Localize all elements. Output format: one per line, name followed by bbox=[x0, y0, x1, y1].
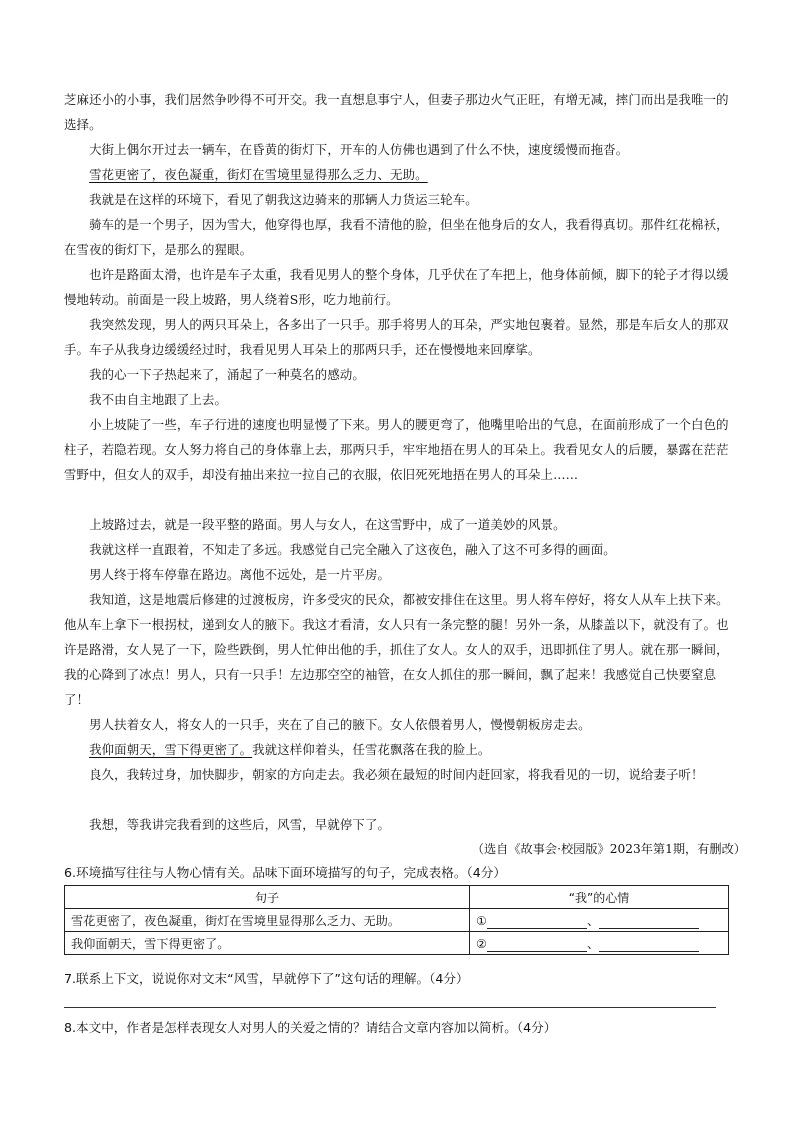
answer-separator: 、 bbox=[586, 913, 600, 928]
answer-blank[interactable] bbox=[487, 916, 587, 929]
question-7: 7.联系上下文，说说你对文末“风雪，早就停下了”这句话的理解。（4分） bbox=[64, 971, 469, 986]
sentence-after-underline: 我就这样仰着头，任雪花飘落在我的脸上。 bbox=[252, 742, 491, 757]
paragraph-2: 大街上偶尔开过去一辆车，在昏黄的街灯下，开车的人仿佛也遇到了什么不快，速度缓慢而拖沓。 bbox=[64, 142, 629, 157]
paragraph-8: 我的心一下子热起来了，涌起了一种莫名的感动。 bbox=[64, 367, 365, 382]
paragraph-15: 男人扶着女人，将女人的一只手，夹在了自己的腋下。女人依偎着男人，慢慢朝板房走去。 bbox=[64, 717, 591, 732]
paragraph-1: 芝麻还小的小事，我们居然争吵得不可开交。我一直想息事宁人，但妻子那边火气正旺，有增无减，摔门而出是我唯一的选择。 bbox=[64, 92, 729, 132]
table-row bbox=[65, 932, 729, 955]
paragraph-14: 我知道，这是地震后修建的过渡板房，许多受灾的民众，都被安排住在这里。男人将车停好，将女人从车上扶下来。他从车上拿下一根拐杖，递到女人的腋下。我这才看清，女人只有一条完整的腿！另外一条，从膝盖以下，就没有了。也许是路滑，女人晃了一下，险些跌倒，男人忙伸出他的手，抓住了女人。女人的双手，迅即抓住了男人。就在那一瞬间，我的心降到了冰点！男人，只有一只手！左边那空空的袖管，在女人抓住的那一瞬间，飘了起来！我感觉自己快要窒息了！ bbox=[64, 592, 729, 707]
table-cell-sentence: 我仰面朝天，雪下得更密了。 bbox=[65, 932, 470, 955]
table-cell-answer bbox=[470, 932, 729, 955]
answer-blank[interactable] bbox=[487, 939, 587, 952]
paragraph-17: 良久，我转过身，加快脚步，朝家的方向走去。我必须在最短的时间内赶回家，将我看见的一切，说给妻子听！ bbox=[64, 767, 704, 782]
table-header-row bbox=[65, 886, 729, 909]
paragraph-16 bbox=[64, 737, 730, 762]
paragraph-18: 我想，等我讲完我看到的这些后，风雪，早就停下了。 bbox=[64, 817, 391, 832]
table-cell-sentence: 雪花更密了，夜色凝重，街灯在雪境里显得那么乏力、无助。 bbox=[65, 909, 470, 932]
table-row bbox=[65, 909, 729, 932]
paragraph-6: 也许是路面太滑，也许是车子太重，我看见男人的整个身体，几乎伏在了车把上，他身体前倾，脚下的轮子才得以缓慢地转动。前面是一段上坡路，男人绕着S形，吃力地前行。 bbox=[64, 267, 729, 307]
answer-marker: ① bbox=[476, 913, 487, 928]
paragraph-5: 骑车的是一个男子，因为雪大，他穿得也厚，我看不清他的脸，但坐在他身后的女人，我看得真切。那件红花棉袄，在雪夜的街灯下，是那么的猩眼。 bbox=[64, 217, 729, 257]
question-8: 8.本文中，作者是怎样表现女人对男人的关爱之情的？请结合文章内容加以简析。（4分） bbox=[64, 1020, 557, 1035]
underlined-sentence-a: 雪花更密了，夜色凝重，街灯在雪境里显得那么乏力、无助。 bbox=[89, 167, 428, 182]
paragraph-12: 我就这样一直跟着，不知走了多远。我感觉自己完全融入了这夜色，融入了这不可多得的画面。 bbox=[64, 542, 616, 557]
answer-line[interactable] bbox=[64, 1007, 716, 1008]
paragraph-11: 上坡路过去，就是一段平整的路面。男人与女人，在这雪野中，成了一道美妙的风景。 bbox=[64, 517, 566, 532]
source-citation: （选自《故事会·校园版》2023年第1期，有删改） bbox=[471, 842, 746, 856]
paragraph-13: 男人终于将车停靠在路边。离他不远处，是一片平房。 bbox=[64, 567, 391, 582]
paragraph-3 bbox=[64, 162, 730, 187]
question-6: 6.环境描写往往与人物心情有关。品味下面环境描写的句子，完成表格。（4分） bbox=[64, 865, 506, 880]
table-header-sentence: 句子 bbox=[65, 886, 470, 909]
table-header-mood: “我”的心情 bbox=[470, 886, 729, 909]
answer-table bbox=[64, 885, 729, 955]
underlined-sentence-b: 我仰面朝天，雪下得更密了。 bbox=[89, 742, 253, 757]
paragraph-4: 我就是在这样的环境下，看见了朝我这边骑来的那辆人力货运三轮车。 bbox=[64, 192, 478, 207]
answer-separator: 、 bbox=[586, 936, 600, 951]
answer-blank[interactable] bbox=[599, 939, 699, 952]
answer-marker: ② bbox=[476, 936, 487, 951]
paragraph-10: 小上坡陡了一些，车子行进的速度也明显慢了下来。男人的腰更弯了，他嘴里哈出的气息，在面前形成了一个白色的柱子，若隐若现。女人努力将自己的身体靠上去，那两只手，牢牢地捂在男人的耳朵上。我看见女人的后腰，暴露在茫茫雪野中，但女人的双手，却没有抽出来拉一拉自己的衣服，依旧死死地捂在男人的耳朵上…… bbox=[64, 417, 729, 482]
paragraph-7: 我突然发现，男人的两只耳朵上，各多出了一只手。那手将男人的耳朵，严实地包裹着。显然，那是车后女人的那双手。车子从我身边缓缓经过时，我看见男人耳朵上的那两只手，还在慢慢地来回摩挲。 bbox=[64, 317, 729, 357]
paragraph-9: 我不由自主地跟了上去。 bbox=[64, 392, 228, 407]
answer-blank[interactable] bbox=[599, 916, 699, 929]
table-cell-answer bbox=[470, 909, 729, 932]
